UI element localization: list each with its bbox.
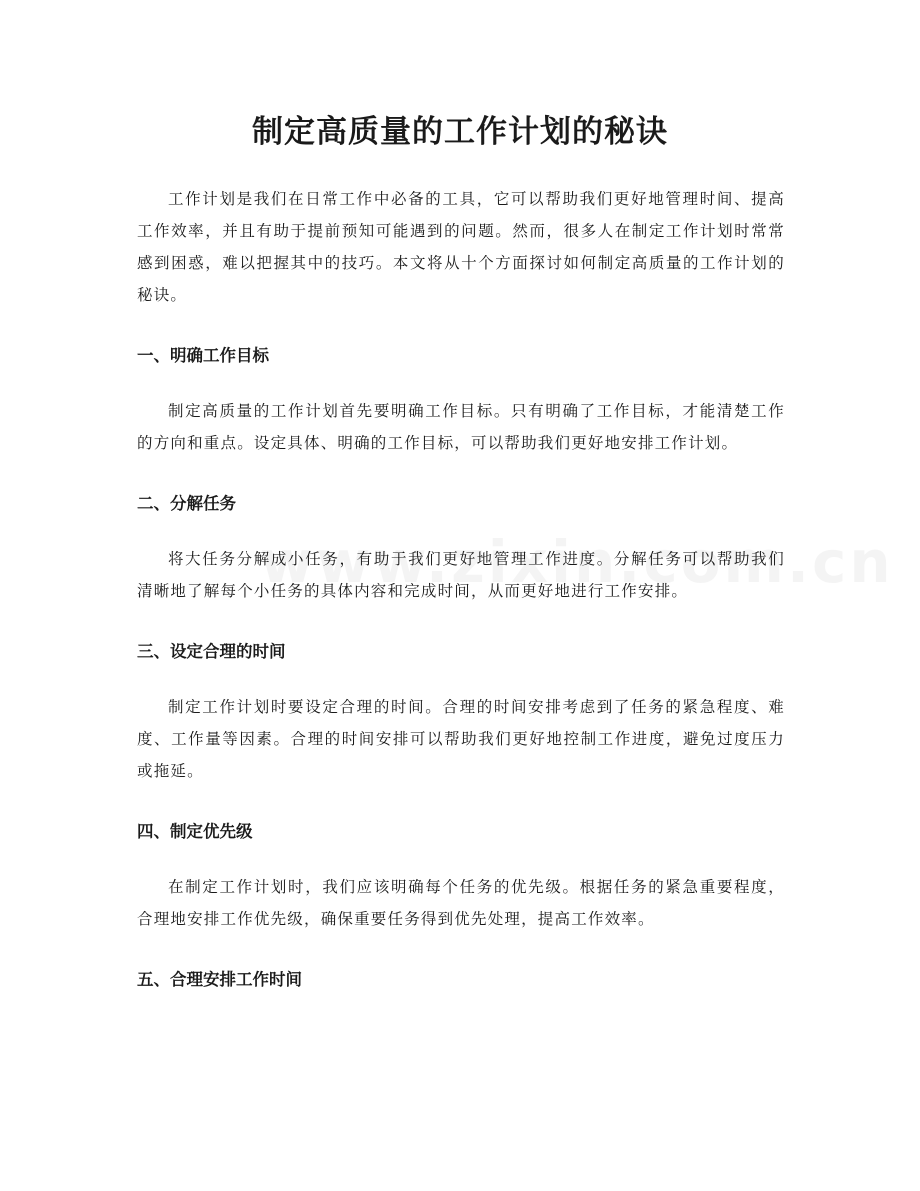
intro-paragraph: 工作计划是我们在日常工作中必备的工具，它可以帮助我们更好地管理时间、提高工作效率，并且有助于提前预知可能遇到的问题。然而，很多人在制定工作计划时常常感到困惑，难以把握其中的技巧。本文将从十个方面探讨如何制定高质量的工作计划的秘诀。	[137, 190, 785, 304]
section-body-2: 将大任务分解成小任务，有助于我们更好地管理工作进度。分解任务可以帮助我们清晰地了解每个小任务的具体内容和完成时间，从而更好地进行工作安排。	[137, 550, 785, 600]
section-heading-5: 五、合理安排工作时间	[137, 970, 302, 989]
section-body-1: 制定高质量的工作计划首先要明确工作目标。只有明确了工作目标，才能清楚工作的方向和重点。设定具体、明确的工作目标，可以帮助我们更好地安排工作计划。	[137, 402, 785, 452]
section-body-4: 在制定工作计划时，我们应该明确每个任务的优先级。根据任务的紧急重要程度，合理地安排工作优先级，确保重要任务得到优先处理，提高工作效率。	[137, 878, 785, 928]
section-heading-2: 二、分解任务	[137, 494, 236, 513]
section-heading-1: 一、明确工作目标	[137, 346, 269, 365]
section-heading-4: 四、制定优先级	[137, 822, 253, 841]
document-body	[137, 183, 785, 996]
page-title: 制定高质量的工作计划的秘诀	[252, 114, 668, 150]
section-heading-3: 三、设定合理的时间	[137, 642, 286, 661]
section-body-3: 制定工作计划时要设定合理的时间。合理的时间安排考虑到了任务的紧急程度、难度、工作量等因素。合理的时间安排可以帮助我们更好地控制工作进度，避免过度压力或拖延。	[137, 698, 785, 780]
